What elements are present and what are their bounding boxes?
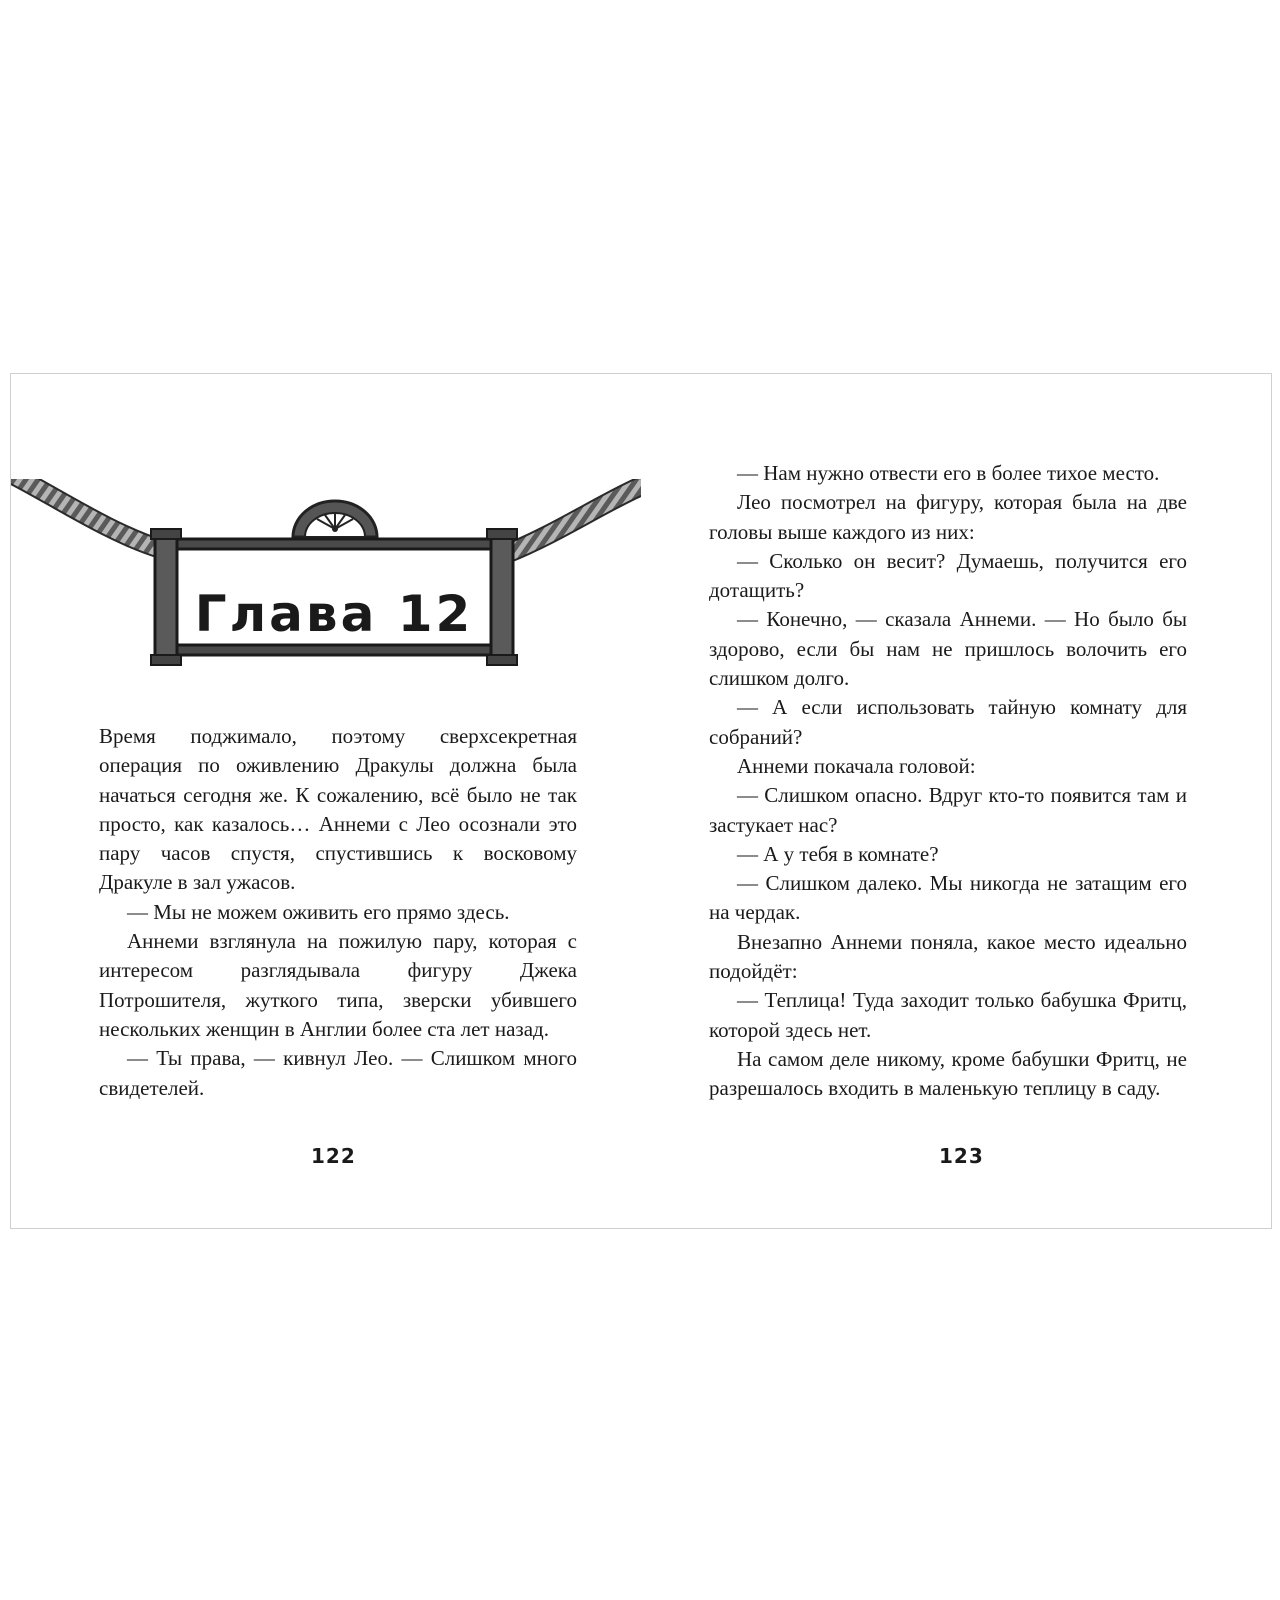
page-number: 123	[939, 1144, 984, 1168]
sign-ornament	[293, 501, 377, 537]
sign-post-right	[491, 533, 513, 661]
left-page-text	[99, 722, 577, 1103]
paragraph: Лео посмотрел на фигуру, которая была на две головы выше каждого из них:	[709, 490, 1187, 544]
paragraph: — А у тебя в комнате?	[737, 841, 939, 866]
paragraph: — Мы не можем оживить его прямо здесь.	[127, 899, 510, 924]
left-page	[11, 374, 651, 1228]
paragraph: — Ты права, — кивнул Лео. — Слишком много свидетелей.	[99, 1046, 577, 1100]
paragraph: На самом деле никому, кроме бабушки Фритц, не разрешалось входить в маленькую теплицу в саду.	[709, 1046, 1187, 1101]
paragraph: — Конечно, — сказала Аннеми. — Но было бы здорово, если бы нам не пришлось волочить его слишком долго.	[709, 607, 1187, 691]
paragraph: — Сколько он весит? Думаешь, получится его дотащить?	[709, 548, 1187, 603]
paragraph: — Теплица! Туда заходит только бабушка Фритц, которой здесь нет.	[709, 988, 1187, 1042]
page-number: 122	[311, 1144, 356, 1168]
paragraph: — Слишком опасно. Вдруг кто-то появится там и застукает нас?	[709, 783, 1187, 837]
paragraph: Внезапно Аннеми поняла, какое место идеально подойдёт:	[709, 929, 1187, 984]
paragraph: Время поджимало, поэтому сверхсекретная операция по оживлению Дракулы должна была начаться сегодня же. К сожалению, всё было не так просто, как казалось… Аннеми с Лео осознали это пару часов спустя, спустившись к восковому Дракуле в зал ужасов.	[99, 724, 577, 895]
book-spread	[10, 373, 1272, 1229]
right-page	[651, 374, 1273, 1228]
chapter-title: Глава 12	[194, 585, 474, 643]
paragraph: — А если использовать тайную комнату для собраний?	[709, 695, 1187, 749]
paragraph: — Нам нужно отвести его в более тихое место.	[737, 461, 1160, 485]
paragraph: — Слишком далеко. Мы никогда не затащим его на чердак.	[709, 871, 1187, 925]
sign-post-left	[155, 533, 177, 661]
paragraph: Аннеми взглянула на пожилую пару, которая с интересом разглядывала фигуру Джека Потрошителя, жуткого типа, зверски убившего нескольких женщин в Англии более ста лет назад.	[99, 929, 577, 1041]
paragraph: Аннеми покачала головой:	[737, 753, 976, 778]
right-page-text	[709, 459, 1187, 1104]
